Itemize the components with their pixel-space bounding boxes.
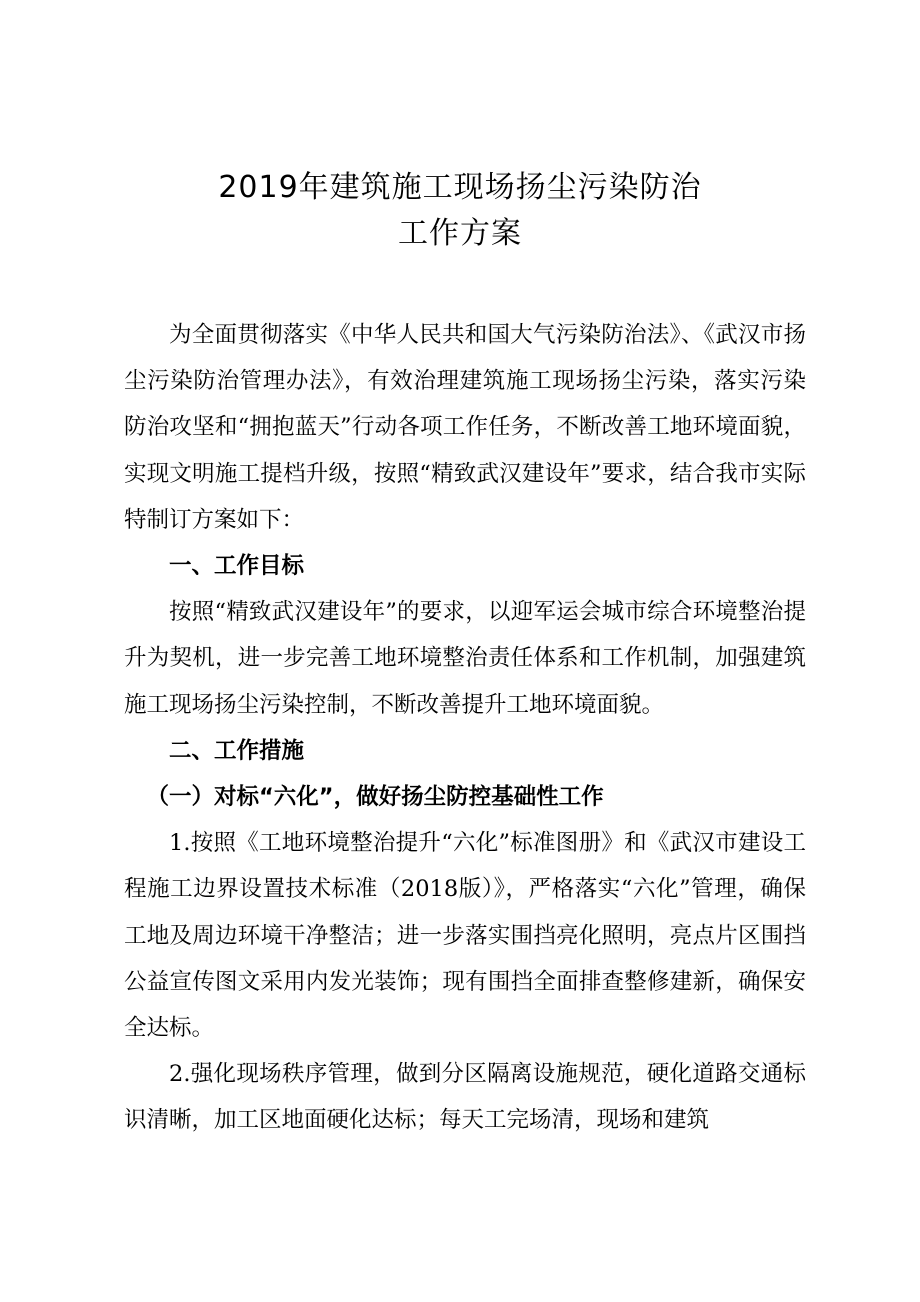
section1-paragraph: 按照“精致武汉建设年”的要求，以迎军运会城市综合环境整治提升为契机，进一步完善工地环境整治责任体系和工作机制，加强建筑施工现场扬尘污染控制，不断改善提升工地环境面貌。 [124,599,806,718]
section1-heading: 一、工作目标 [169,553,305,580]
intro-paragraph: 为全面贯彻落实《中华人民共和国大气污染防治法》、《武汉市扬尘污染防治管理办法》，有效治理建筑施工现场扬尘污染，落实污染防治攻坚和“拥抱蓝天”行动各项工作任务，不断改善工地环境面貌，实现文明施工提档升级，按照“精致武汉建设年”要求，结合我市实际特制订方案如下： [124,322,806,533]
item1-paragraph: 1.按照《工地环境整治提升“六化”标准图册》和《武汉市建设工程施工边界设置技术标准（2018版）》，严格落实“六化”管理，确保工地及周边环境干净整洁；进一步落实围挡亮化照明，亮点片区围挡公益宣传图文采用内发光装饰；现有围挡全面排查整修建新，确保安全达标。 [124,830,806,1042]
document-body [124,312,806,1144]
document-title-line1: 2019年建筑施工现场扬尘污染防治 [218,170,702,205]
document-title-line2: 工作方案 [398,216,522,251]
subsection1-heading: （一）对标“六化”，做好扬尘防控基础性工作 [146,784,604,811]
section2-heading: 二、工作措施 [169,737,305,764]
item2-paragraph: 2.强化现场秩序管理，做到分区隔离设施规范，硬化道路交通标识清晰，加工区地面硬化达标；每天工完场清，现场和建筑 [124,1061,806,1134]
